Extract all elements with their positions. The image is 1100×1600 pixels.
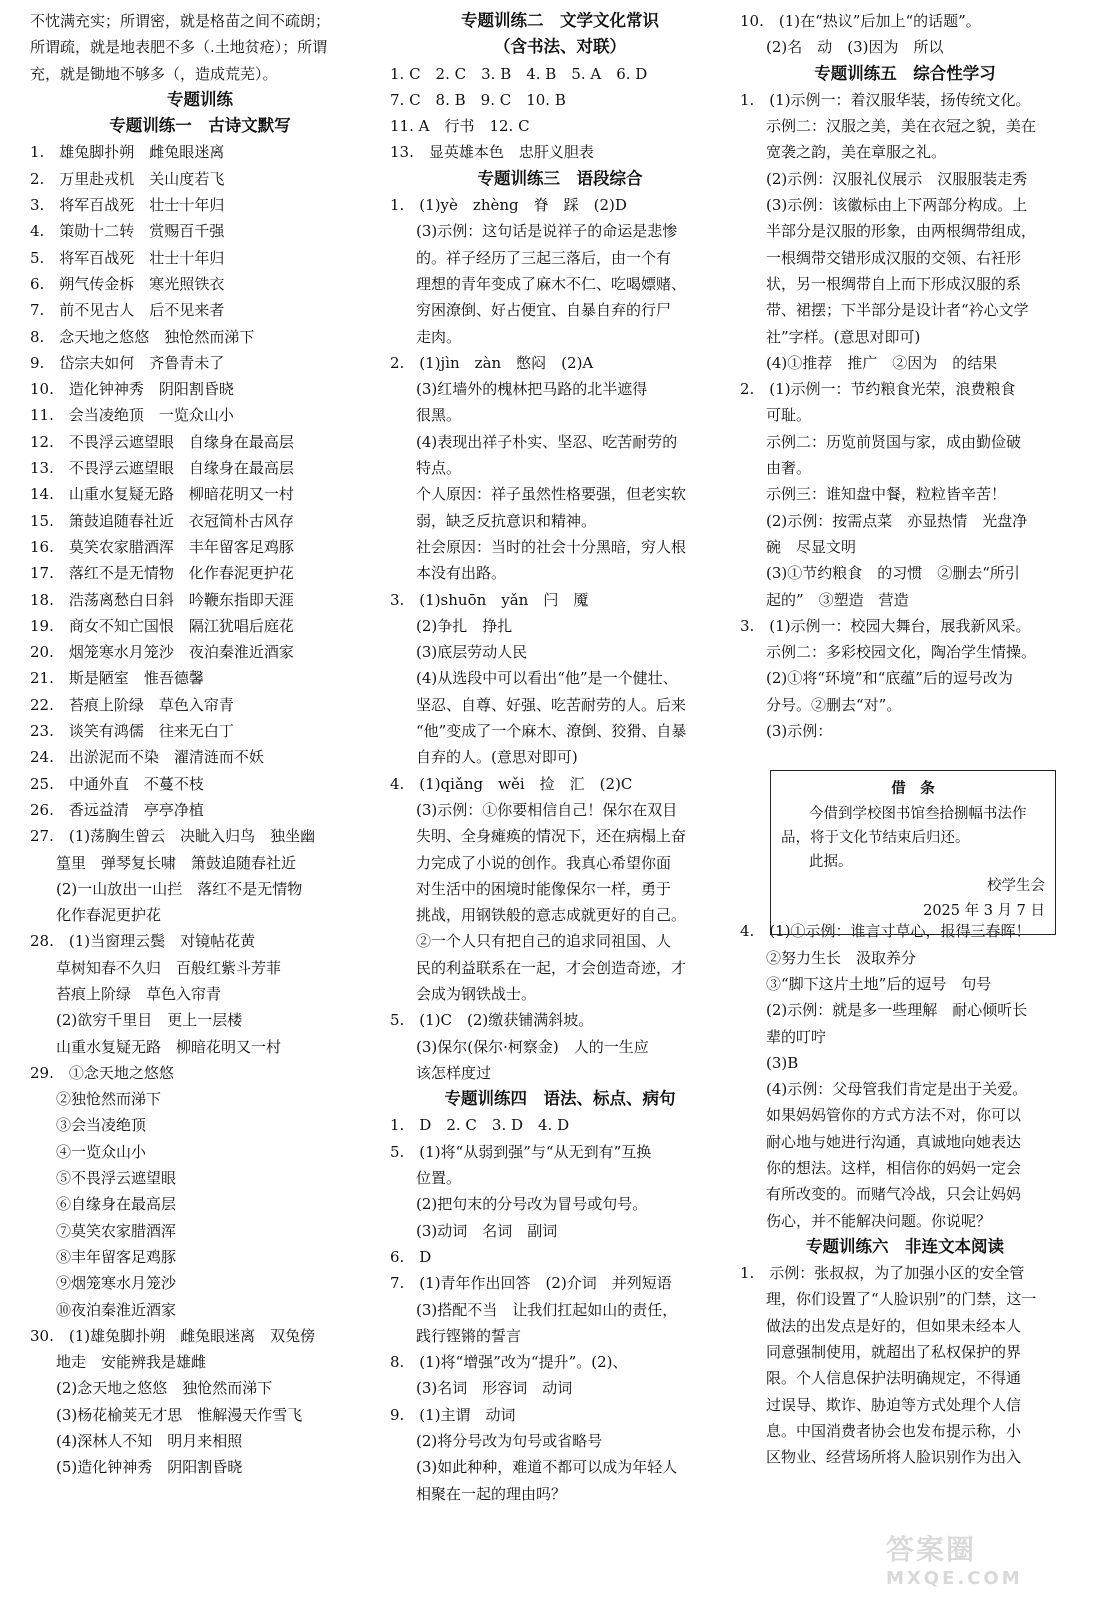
answer-line: 24. 出淤泥而不染 濯清涟而不妖 <box>30 748 264 767</box>
answer-line: ③会当凌绝顶 <box>56 1116 147 1135</box>
answer-line: ⑩夜泊秦淮近酒家 <box>56 1300 177 1319</box>
answer-line: (5)造化钟神秀 阴阳割昏晓 <box>56 1458 243 1477</box>
answer-line: 社会原因：当时的社会十分黑暗，穷人根 <box>416 537 687 556</box>
answer-line: 2. (1)示例一：节约粮食光荣，浪费粮食 <box>740 380 1016 399</box>
answer-line: (3)示例：这句话是说祥子的命运是悲惨 <box>416 222 678 241</box>
answer-line: 3. (1)示例一：校园大舞台，展我新风采。 <box>740 616 1031 635</box>
answer-line: 坚忍、自尊、好强、吃苦耐劳的人。后来 <box>416 695 687 714</box>
answer-line: 15. 箫鼓追随春社近 衣冠简朴古风存 <box>30 511 294 530</box>
watermark-logo <box>886 1528 1086 1588</box>
answer-line: (2)念天地之悠悠 独怆然而涕下 <box>56 1379 273 1398</box>
answer-line: 不忱满充实；所谓密，就是格苗之间不疏朗； <box>30 12 331 30</box>
answer-line: (3)保尔(保尔·柯察金) 人的一生应 <box>416 1037 649 1056</box>
answer-line: 5. (1)C (2)缴获铺满斜坡。 <box>390 1011 594 1030</box>
answer-line: 3. (1)shuōn yǎn 闩 魇 <box>390 590 589 609</box>
answer-line: 28. (1)当窗理云鬓 对镜帖花黄 <box>30 932 256 951</box>
answer-line: 8. (1)将“增强”改为“提升”。(2)、 <box>390 1353 628 1372</box>
answer-line: ②一个人只有把自己的追求同祖国、人 <box>416 932 672 951</box>
answer-line: 11. A 行书 12. C <box>390 117 530 136</box>
answer-line: 4. (1)①示例：谁言寸草心，报得三春晖！ <box>740 922 1031 941</box>
answer-line: 13. 不畏浮云遮望眼 自缘身在最高层 <box>30 459 294 478</box>
answer-line: 27. (1)荡胸生曾云 决眦入归鸟 独坐幽 <box>30 827 316 846</box>
answer-line: 2. 万里赴戎机 关山度若飞 <box>30 169 225 188</box>
answer-line: 有所改变的。而赌气冷战，只会让妈妈 <box>766 1185 1022 1204</box>
answer-line: 山重水复疑无路 柳暗花明又一村 <box>56 1037 282 1056</box>
answer-line: 做法的出发点是好的，但如果未经本人 <box>766 1316 1022 1335</box>
answer-line: 化作春泥更护花 <box>56 906 162 925</box>
answer-line: 社”字样。(意思对即可) <box>766 327 921 346</box>
answer-line: 半部分是汉服的形象，由两根绸带组成， <box>766 222 1037 241</box>
answer-line: 力完成了小说的创作。我真心希望你面 <box>416 853 672 872</box>
answer-line: ⑨烟笼寒水月笼沙 <box>56 1274 177 1293</box>
answer-line: 由奢。 <box>766 459 812 478</box>
answer-line: 状，另一根绸带自上而下形成汉服的系 <box>766 274 1022 293</box>
answer-line: 1. (1)yè zhèng 脊 踩 (2)D <box>390 196 627 215</box>
answer-line: 带、裙摆；下半部分是设计者“衿心文学 <box>766 301 1029 320</box>
answer-line: (4)①推荐 推广 ②因为 的结果 <box>766 353 998 372</box>
answer-line: 5. (1)将“从弱到强”与“从无到有”互换 <box>390 1142 652 1161</box>
answer-line: 地走 安能辨我是雄雌 <box>56 1353 207 1372</box>
answer-line: 起的” ③塑造 营造 <box>766 590 909 609</box>
section-heading: 专题训练四 语法、标点、病句 <box>444 1089 676 1109</box>
note-title: 借 条 <box>891 781 935 797</box>
column-left <box>30 8 370 1481</box>
answer-line: 26. 香远益清 亭亭净植 <box>30 800 204 819</box>
answer-line: 3. 将军百战死 壮士十年归 <box>30 196 225 215</box>
answer-line: (4)从选段中可以看出“他”是一个健壮、 <box>416 669 678 688</box>
answer-line: 22. 苔痕上阶绿 草色入帘青 <box>30 695 234 714</box>
section-heading: 专题训练五 综合性学习 <box>814 63 996 83</box>
answer-line: 限。个人信息保护法明确规定，不得通 <box>766 1369 1022 1388</box>
section-heading: 专题训练 <box>167 89 233 109</box>
section-heading: 专题训练一 古诗文默写 <box>109 116 291 136</box>
answer-line: 9. 岱宗夫如何 齐鲁青未了 <box>30 353 225 372</box>
answer-line: 示例二：历览前贤国与家，成由勤俭破 <box>766 432 1022 451</box>
answer-line: 1. 雄兔脚扑朔 雌兔眼迷离 <box>30 143 225 162</box>
answer-line: 践行铿锵的誓言 <box>416 1326 522 1345</box>
answer-line: (3)B <box>766 1053 799 1072</box>
answer-line: “他”变成了一个麻木、潦倒、狡猾、自暴 <box>416 722 687 741</box>
answer-line: (2)把句末的分号改为冒号或句号。 <box>416 1195 648 1214</box>
section-heading: 专题训练三 语段综合 <box>477 168 643 188</box>
answer-line: 充，就是锄地不够多（，造成荒芜）。 <box>30 64 278 83</box>
answer-line: 7. (1)青年作出回答 (2)介词 并列短语 <box>390 1274 672 1293</box>
answer-line: ②独怆然而涕下 <box>56 1090 162 1109</box>
answer-line: (3)示例： <box>766 722 833 741</box>
answer-line: 示例二：汉服之美，美在衣冠之貌，美在 <box>766 117 1037 136</box>
answer-line: 伤心，并不能解决问题。你说呢？ <box>766 1211 992 1230</box>
answer-line: 区物业、经营场所将人脸识别作为出入 <box>766 1448 1022 1467</box>
answer-line: 弱，缺乏反抗意识和精神。 <box>416 511 597 530</box>
answer-line: 7. C 8. B 9. C 10. B <box>390 90 566 109</box>
answer-line: 4. (1)qiǎng wěi 捡 汇 (2)C <box>390 774 633 793</box>
answer-line: 25. 中通外直 不蔓不枝 <box>30 774 204 793</box>
answer-line: (2)名 动 (3)因为 所以 <box>766 38 944 57</box>
answer-line: 特点。 <box>416 459 462 478</box>
answer-line: 如果妈妈管你的方式方法不对，你可以 <box>766 1106 1022 1125</box>
answer-line: (2)一山放出一山拦 落红不是无情物 <box>56 879 303 898</box>
answer-line: (4)表现出祥子朴实、坚忍、吃苦耐劳的 <box>416 432 678 451</box>
answer-line: 20. 烟笼寒水月笼沙 夜泊秦淮近酒家 <box>30 643 294 662</box>
answer-line: ⑦莫笑农家腊酒浑 <box>56 1221 177 1240</box>
answer-line: 篁里 弹琴复长啸 箫鼓追随春社近 <box>56 853 297 872</box>
answer-line: 2. (1)jìn zàn 憋闷 (2)A <box>390 353 594 372</box>
section-heading: （含书法、对联） <box>494 37 626 57</box>
answer-line: 23. 谈笑有鸿儒 往来无白丁 <box>30 722 234 741</box>
answer-line: (3)红墙外的槐林把马路的北半遮得 <box>416 380 648 399</box>
answer-line: (3)名词 形容词 动词 <box>416 1379 573 1398</box>
answer-line: 该怎样度过 <box>416 1063 492 1082</box>
answer-line: 1. (1)示例一：着汉服华装，扬传统文化。 <box>740 90 1031 109</box>
answer-line: 草树知春不久归 百般红紫斗芳菲 <box>56 958 282 977</box>
column-right-top <box>740 8 1070 744</box>
answer-line: 挑战，用钢铁般的意志成就更好的自己。 <box>416 906 687 925</box>
answer-line: ⑥自缘身在最高层 <box>56 1195 177 1214</box>
answer-line: 1. D 2. C 3. D 4. D <box>390 1116 570 1135</box>
watermark-text: 答案圈 <box>886 1533 977 1566</box>
answer-line: 你的想法。这样，相信你的妈妈一定会 <box>766 1158 1022 1177</box>
column-right <box>740 8 1070 1471</box>
section-heading: 专题训练二 文学文化常识 <box>461 11 659 30</box>
answer-line: 13. 显英雄本色 忠肝义胆表 <box>390 143 594 162</box>
answer-line: 会成为钢铁战士。 <box>416 984 537 1003</box>
answer-line: (4)示例：父母管我们肯定是出于关爱。 <box>766 1080 1028 1099</box>
answer-line: 示例二：多彩校园文化，陶冶学生情操。 <box>766 643 1037 662</box>
answer-line: ⑧丰年留客足鸡豚 <box>56 1247 177 1266</box>
answer-line: 19. 商女不知亡国恨 隔江犹唱后庭花 <box>30 616 294 635</box>
answer-line: 12. 不畏浮云遮望眼 自缘身在最高层 <box>30 432 294 451</box>
answer-line: 耐心地与她进行沟通，真诚地向她表达 <box>766 1132 1022 1151</box>
answer-line: 示例三：谁知盘中餐，粒粒皆辛苦！ <box>766 485 1007 504</box>
answer-line: 21. 斯是陋室 惟吾德馨 <box>30 669 204 688</box>
answer-line: 很黑。 <box>416 406 462 425</box>
answer-line: ④一览众山小 <box>56 1142 147 1161</box>
answer-line: 对生活中的困境时能像保尔一样，勇于 <box>416 879 672 898</box>
note-date: 2025 年 3 月 7 日 <box>923 903 1045 919</box>
answer-line: ⑤不畏浮云遮望眼 <box>56 1169 177 1188</box>
answer-line: 30. (1)雄兔脚扑朔 雌兔眼迷离 双兔傍 <box>30 1326 316 1345</box>
answer-line: 走肉。 <box>416 327 462 346</box>
answer-line: (3)如此种种，难道不都可以成为年轻人 <box>416 1458 678 1477</box>
answer-line: (3)示例：该徽标由上下两部分构成。上 <box>766 196 1028 215</box>
answer-line: 同意强制使用，就超出了私权保护的界 <box>766 1343 1022 1362</box>
answer-line: 7. 前不见古人 后不见来者 <box>30 301 225 320</box>
answer-line: (4)深林人不知 明月来相照 <box>56 1432 243 1451</box>
answer-line: 分号。②删去“对”。 <box>766 695 902 714</box>
answer-line: 6. D <box>390 1247 432 1266</box>
answer-line: 所谓疏，就是地表肥不多（.土地贫疮）；所谓 <box>30 38 328 57</box>
answer-line: 过误导、欺诈、胁迫等方式处理个人信 <box>766 1395 1022 1414</box>
answer-line: (3)底层劳动人民 <box>416 643 528 662</box>
answer-line: (3)示例：①你要相信自己！保尔在双目 <box>416 800 678 819</box>
answer-line: 18. 浩荡离愁白日斜 吟鞭东指即天涯 <box>30 590 294 609</box>
answer-line: 位置。 <box>416 1169 462 1188</box>
answer-line: 10. 造化钟神秀 阴阳割昏晓 <box>30 380 234 399</box>
answer-line: 17. 落红不是无情物 化作春泥更护花 <box>30 564 294 583</box>
answer-line: (2)将分号改为句号或省略号 <box>416 1432 603 1451</box>
answer-line: (2)①将“环境”和“底蕴”后的逗号改为 <box>766 669 1013 688</box>
answer-line: 自弃的人。(意思对即可) <box>416 748 578 767</box>
answer-line: (2)欲穷千里目 更上一层楼 <box>56 1011 243 1030</box>
answer-line: 一根绸带交错形成汉服的交领、右衽形 <box>766 248 1022 267</box>
note-body: 今借到学校图书馆叁拾捌幅书法作品，将于文化节结束后归还。 <box>781 806 1027 846</box>
note-signer: 校学生会 <box>987 878 1045 894</box>
iou-note <box>770 770 1056 935</box>
answer-line: 1. C 2. C 3. B 4. B 5. A 6. D <box>390 64 648 83</box>
answer-line: 个人原因：祥子虽然性格要强，但老实软 <box>416 485 687 504</box>
answer-line: 苔痕上阶绿 草色入帘青 <box>56 984 222 1003</box>
answer-line: (2)示例：汉服礼仪展示 汉服服装走秀 <box>766 169 1028 188</box>
answer-line: 29. ①念天地之悠悠 <box>30 1063 174 1082</box>
answer-line: 相聚在一起的理由吗？ <box>416 1484 567 1503</box>
column-middle <box>390 8 730 1507</box>
answer-line: (3)杨花榆荚无才思 惟解漫天作雪飞 <box>56 1405 303 1424</box>
answer-line: 理，你们设置了“人脸识别”的门禁，这一 <box>766 1290 1037 1309</box>
answer-line: (2)争扎 挣扎 <box>416 616 513 635</box>
answer-line: 14. 山重水复疑无路 柳暗花明又一村 <box>30 485 294 504</box>
answer-line: 10. (1)在“热议”后加上“的话题”。 <box>740 12 981 30</box>
answer-line: (3)动词 名词 副词 <box>416 1221 558 1240</box>
answer-line: 本没有出路。 <box>416 564 507 583</box>
answer-line: ③“脚下这片土地”后的逗号 句号 <box>766 974 992 993</box>
answer-line: 民的利益联系在一起，才会创造奇迹，才 <box>416 958 687 977</box>
answer-line: (2)示例：就是多一些理解 耐心倾听长 <box>766 1001 1028 1020</box>
answer-line: (2)示例：按需点菜 亦显热情 光盘净 <box>766 511 1028 530</box>
answer-line: 的。祥子经历了三起三落后，由一个有 <box>416 248 672 267</box>
answer-line: 9. (1)主谓 动词 <box>390 1405 516 1424</box>
answer-line: 理想的青年变成了麻木不仁、吃喝嫖赌、 <box>416 274 687 293</box>
answer-line: 5. 将军百战死 壮士十年归 <box>30 248 225 267</box>
answer-line: 碗 尽显文明 <box>766 537 857 556</box>
answer-line: 失明、全身瘫痪的情况下，还在病榻上奋 <box>416 827 687 846</box>
answer-line: 可耻。 <box>766 406 812 425</box>
answer-line: 16. 莫笑农家腊酒浑 丰年留客足鸡豚 <box>30 537 294 556</box>
note-closing: 此据。 <box>809 854 853 870</box>
answer-line: 6. 朔气传金柝 寒光照铁衣 <box>30 274 225 293</box>
section-heading: 专题训练六 非连文本阅读 <box>806 1236 1004 1256</box>
answer-line: 4. 策勋十二转 赏赐百千强 <box>30 222 225 241</box>
answer-line: (3)①节约粮食 的习惯 ②删去“所引 <box>766 564 1020 583</box>
answer-line: 11. 会当凌绝顶 一览众山小 <box>30 406 234 425</box>
answer-line: 1. 示例：张叔叔，为了加强小区的安全管 <box>740 1264 1025 1283</box>
column-right-bottom <box>740 918 1070 1470</box>
answer-line: 辈的叮咛 <box>766 1027 827 1046</box>
answer-line: (3)搭配不当 让我们扛起如山的责任， <box>416 1300 678 1319</box>
answer-line: 宽袭之韵，美在章服之礼。 <box>766 143 947 162</box>
answer-line: ②努力生长 汲取养分 <box>766 948 917 967</box>
watermark-url: MXQE.COM <box>886 1568 1023 1589</box>
answer-line: 穷困潦倒、好占便宜、自暴自弃的行尸 <box>416 301 672 320</box>
answer-line: 8. 念天地之悠悠 独怆然而涕下 <box>30 327 255 346</box>
answer-line: 息。中国消费者协会也发布提示称，小 <box>766 1421 1022 1440</box>
